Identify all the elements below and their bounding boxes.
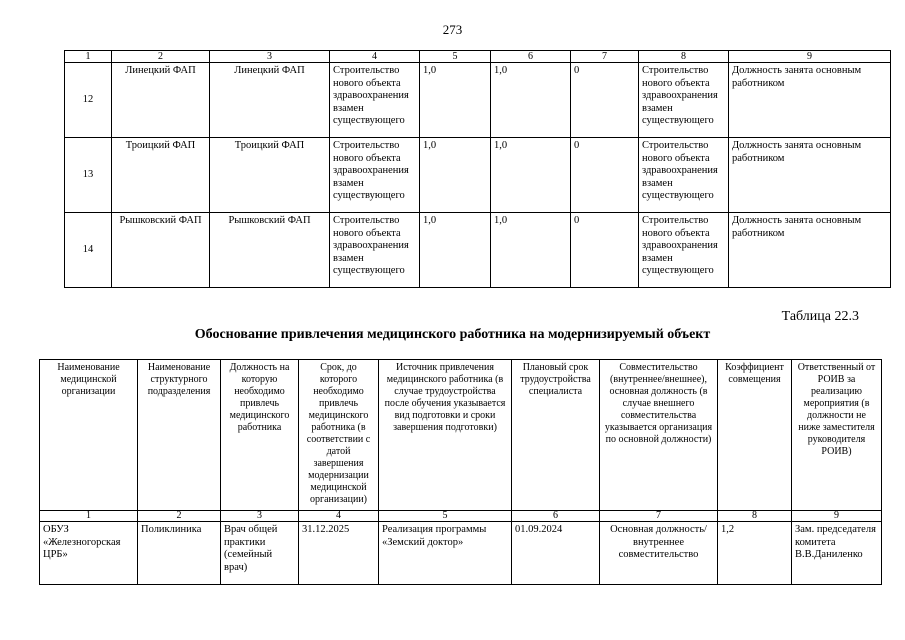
action-cell: Строительство нового объекта здравоохранения взамен существующего bbox=[639, 138, 729, 213]
table-row bbox=[65, 138, 891, 213]
value-cell: 1,0 bbox=[491, 138, 571, 213]
subdivision-cell: Рышковский ФАП bbox=[210, 213, 330, 288]
column-number: 4 bbox=[299, 511, 379, 522]
column-number: 2 bbox=[138, 511, 221, 522]
value-cell: 1,0 bbox=[420, 213, 491, 288]
column-number: 1 bbox=[65, 51, 112, 63]
staffing-justification-table bbox=[39, 359, 882, 585]
table-row bbox=[40, 522, 882, 585]
column-number-row bbox=[65, 51, 891, 63]
deadline-cell: 31.12.2025 bbox=[299, 522, 379, 585]
column-number: 8 bbox=[639, 51, 729, 63]
column-header: Коэффициент совмещения bbox=[718, 360, 792, 511]
position-cell: Врач общей практики (семейный врач) bbox=[221, 522, 299, 585]
column-header: Наименование структурного подразделения bbox=[138, 360, 221, 511]
column-number: 3 bbox=[210, 51, 330, 63]
action-cell: Строительство нового объекта здравоохранения взамен существующего bbox=[639, 63, 729, 138]
column-header: Совместительство (внутреннее/внешнее), основная должность (в случае внешнего совместительства указывается организация по основной должности) bbox=[600, 360, 718, 511]
value-cell: 1,0 bbox=[491, 213, 571, 288]
column-header: Срок, до которого необходимо привлечь медицинского работника (в соответствии с датой завершения модернизации медицинской организации) bbox=[299, 360, 379, 511]
column-number: 7 bbox=[600, 511, 718, 522]
column-number: 1 bbox=[40, 511, 138, 522]
column-number: 8 bbox=[718, 511, 792, 522]
column-header: Ответственный от РОИВ за реализацию мероприятия (в должности не ниже заместителя руководителя РОИВ) bbox=[792, 360, 882, 511]
table-label: Таблица 22.3 bbox=[781, 309, 859, 324]
planned-date-cell: 01.09.2024 bbox=[512, 522, 600, 585]
organization-cell: Троицкий ФАП bbox=[112, 138, 210, 213]
column-number: 2 bbox=[112, 51, 210, 63]
value-cell: 1,0 bbox=[420, 63, 491, 138]
action-cell: Строительство нового объекта здравоохранения взамен существующего bbox=[330, 138, 420, 213]
header-row bbox=[40, 360, 882, 511]
column-header: Наименование медицинской организации bbox=[40, 360, 138, 511]
action-cell: Строительство нового объекта здравоохранения взамен существующего bbox=[330, 213, 420, 288]
column-number: 4 bbox=[330, 51, 420, 63]
responsible-cell: Зам. председателя комитета В.В.Даниленко bbox=[792, 522, 882, 585]
value-cell: 0 bbox=[571, 63, 639, 138]
column-header: Должность на которую необходимо привлечь медицинского работника bbox=[221, 360, 299, 511]
source-cell: Реализация программы «Земский доктор» bbox=[379, 522, 512, 585]
action-cell: Строительство нового объекта здравоохранения взамен существующего bbox=[330, 63, 420, 138]
status-cell: Должность занята основным работником bbox=[729, 138, 891, 213]
row-number: 14 bbox=[65, 213, 112, 288]
subdivision-cell: Троицкий ФАП bbox=[210, 138, 330, 213]
combination-cell: Основная должность/внутреннее совместительство bbox=[600, 522, 718, 585]
status-cell: Должность занята основным работником bbox=[729, 63, 891, 138]
table-title: Обоснование привлечения медицинского работника на модернизируемый объект bbox=[194, 327, 711, 342]
organization-cell: Рышковский ФАП bbox=[112, 213, 210, 288]
subdivision-cell: Поликлиника bbox=[138, 522, 221, 585]
status-cell: Должность занята основным работником bbox=[729, 213, 891, 288]
table-row bbox=[65, 63, 891, 138]
column-number: 9 bbox=[729, 51, 891, 63]
column-number: 5 bbox=[379, 511, 512, 522]
column-header: Источник привлечения медицинского работника (в случае трудоустройства после обучения указывается вид подготовки и сроки завершения подготовки) bbox=[379, 360, 512, 511]
value-cell: 0 bbox=[571, 138, 639, 213]
organization-cell: Линецкий ФАП bbox=[112, 63, 210, 138]
column-number: 3 bbox=[221, 511, 299, 522]
column-number: 9 bbox=[792, 511, 882, 522]
row-number: 12 bbox=[65, 63, 112, 138]
subdivision-cell: Линецкий ФАП bbox=[210, 63, 330, 138]
table-row bbox=[65, 213, 891, 288]
value-cell: 1,0 bbox=[420, 138, 491, 213]
value-cell: 1,0 bbox=[491, 63, 571, 138]
facilities-table bbox=[64, 50, 891, 288]
column-number: 5 bbox=[420, 51, 491, 63]
action-cell: Строительство нового объекта здравоохранения взамен существующего bbox=[639, 213, 729, 288]
organization-cell: ОБУЗ «Железногорская ЦРБ» bbox=[40, 522, 138, 585]
row-number: 13 bbox=[65, 138, 112, 213]
coefficient-cell: 1,2 bbox=[718, 522, 792, 585]
column-number-row bbox=[40, 511, 882, 522]
column-number: 6 bbox=[512, 511, 600, 522]
column-header: Плановый срок трудоустройства специалиста bbox=[512, 360, 600, 511]
column-number: 6 bbox=[491, 51, 571, 63]
column-number: 7 bbox=[571, 51, 639, 63]
value-cell: 0 bbox=[571, 213, 639, 288]
page-number: 273 bbox=[442, 22, 463, 37]
